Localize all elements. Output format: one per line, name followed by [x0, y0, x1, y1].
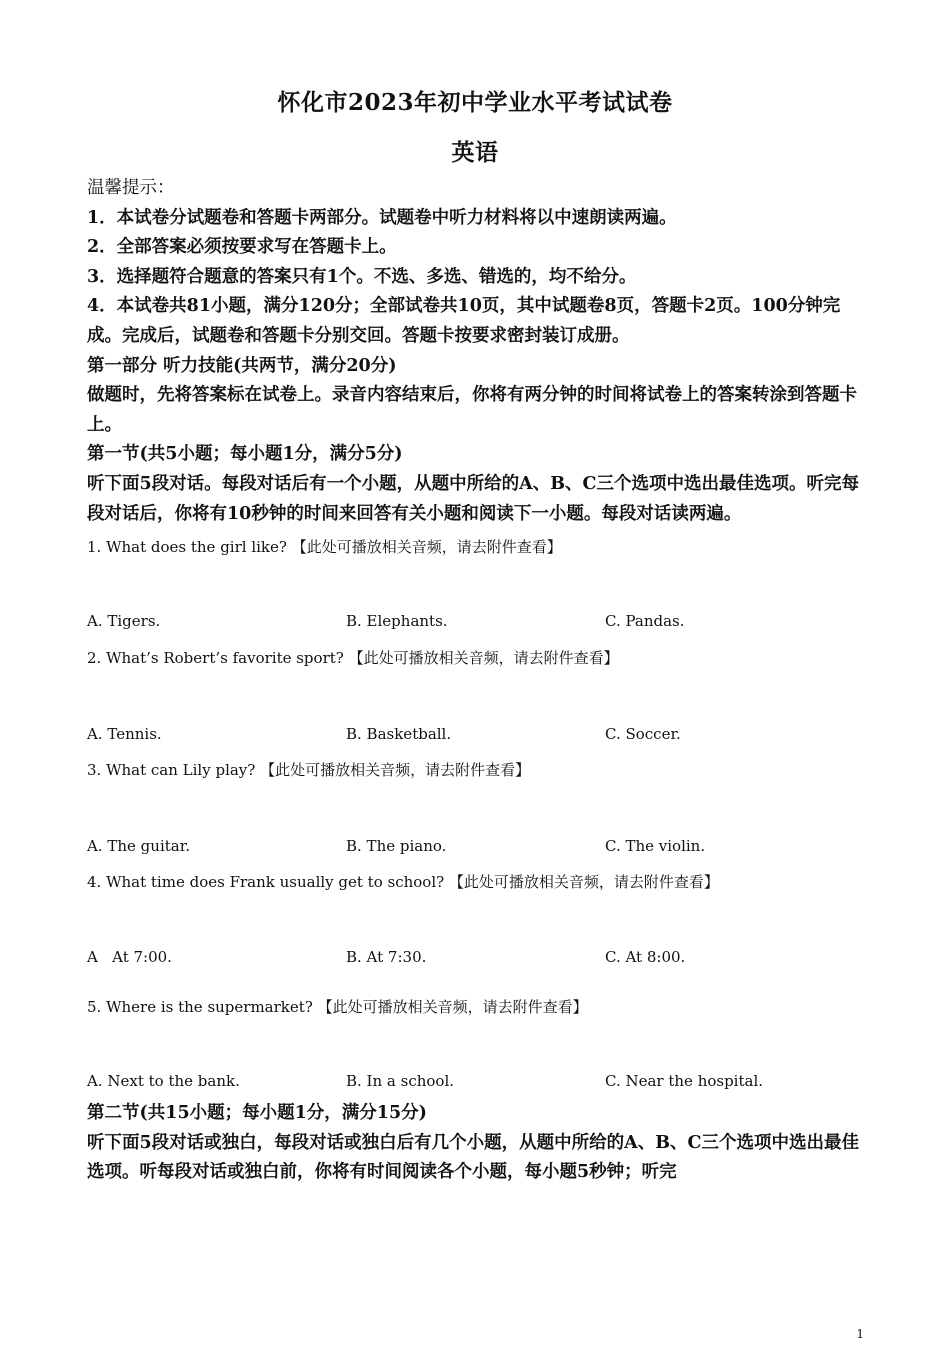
option-c: C. The violin.	[605, 837, 706, 856]
question-2-options	[87, 724, 862, 744]
question-4-options	[87, 947, 862, 967]
note-item: 1．本试卷分试题卷和答题卡两部分。试题卷中听力材料将以中速朗读两遍。	[87, 207, 677, 228]
option-b: B. In a school.	[346, 1072, 455, 1091]
note-item: 4．本试卷共81小题，满分120分；全部试卷共10页，其中试题卷8页，答题卡2页。100分钟完成。完成后，试题卷和答题卡分别交回。答题卡按要求密封装订成册。	[87, 296, 841, 346]
option-b: B. At 7:30.	[346, 948, 427, 967]
question-1: 1. What does the girl like? 【此处可播放相关音频，请去附件查看】	[87, 538, 562, 557]
exam-title: 怀化市2023年初中学业水平考试试卷	[277, 89, 673, 116]
section1-heading: 第一节(共5小题；每小题1分，满分5分)	[87, 444, 403, 465]
option-c: C. Soccer.	[605, 725, 681, 744]
note-item: 2．全部答案必须按要求写在答题卡上。	[87, 237, 397, 258]
section1-instruction: 听下面5段对话。每段对话后有一个小题，从题中所给的A、B、C三个选项中选出最佳选项。听完每段对话后，你将有10秒钟的时间来回答有关小题和阅读下一小题。每段对话读两遍。	[87, 473, 859, 524]
option-c: C. Pandas.	[605, 612, 685, 631]
subject-title: 英语	[451, 139, 499, 166]
option-b: B. Elephants.	[346, 612, 448, 631]
option-a: A At 7:00.	[87, 948, 172, 967]
notes-heading: 温馨提示：	[87, 178, 175, 198]
option-a: A. Next to the bank.	[87, 1072, 240, 1091]
option-b: B. The piano.	[346, 837, 447, 856]
option-a: A. The guitar.	[87, 837, 191, 856]
question-2: 2. What’s Robert’s favorite sport? 【此处可播放相关音频，请去附件查看】	[87, 649, 619, 668]
section2-heading: 第二节(共15小题；每小题1分，满分15分)	[87, 1103, 427, 1124]
note-item: 3．选择题符合题意的答案只有1个。不选、多选、错选的，均不给分。	[87, 266, 637, 287]
option-a: A. Tennis.	[87, 725, 162, 744]
question-3: 3. What can Lily play? 【此处可播放相关音频，请去附件查看】	[87, 761, 531, 780]
question-3-options	[87, 836, 862, 856]
question-1-options	[87, 611, 862, 631]
option-b: B. Basketball.	[346, 725, 452, 744]
option-a: A. Tigers.	[87, 612, 161, 631]
question-4: 4. What time does Frank usually get to school? 【此处可播放相关音频，请去附件查看】	[87, 873, 719, 892]
option-c: C. Near the hospital.	[605, 1072, 764, 1091]
page-number: 1	[856, 1327, 864, 1341]
section2-instruction: 听下面5段对话或独白，每段对话或独白后有几个小题，从题中所给的A、B、C三个选项中选出最佳选项。听每段对话或独白前，你将有时间阅读各个小题，每小题5秒钟；听完	[87, 1132, 859, 1183]
exam-content	[87, 174, 862, 1188]
option-c: C. At 8:00.	[605, 948, 686, 967]
part1-instruction: 做题时，先将答案标在试卷上。录音内容结束后，你将有两分钟的时间将试卷上的答案转涂到答题卡上。	[87, 385, 857, 435]
part1-heading: 第一部分 听力技能(共两节，满分20分)	[87, 355, 397, 376]
question-5: 5. Where is the supermarket? 【此处可播放相关音频，请去附件查看】	[87, 998, 588, 1017]
question-5-options	[87, 1071, 862, 1091]
